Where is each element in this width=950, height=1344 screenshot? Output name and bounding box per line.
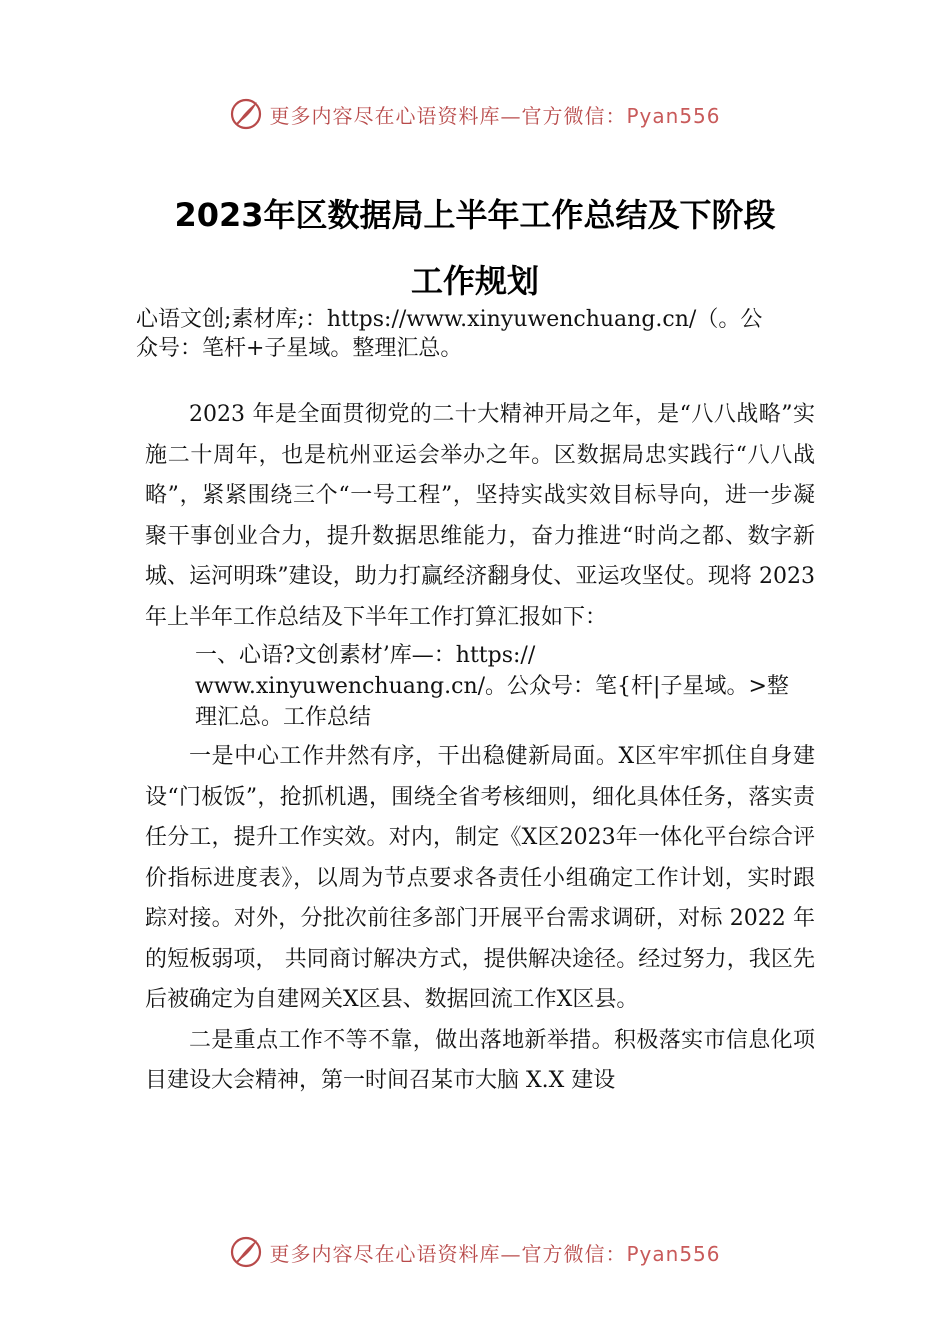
banner-text: 更多内容尽在心语资料库—官方微信：Pyan556 <box>269 103 721 128</box>
section-heading-line: 理汇总。工作总结 <box>195 705 372 730</box>
quill-logo-icon <box>229 97 263 131</box>
source-note-line: 心语文创;素材库;：https://www.xinyuwenchuang.cn/（。公 <box>136 307 763 332</box>
footer-banner <box>0 1232 950 1272</box>
paragraph-point-1: 一是中心工作井然有序，干出稳健新局面。X区牢牢抓住自身建设“门板饭”，抢抓机遇，围绕全省考核细则，细化具体任务，落实责任分工，提升工作实效。对内，制定《X区2023年一体化平台综合评价指标进度表》，以周为节点要求各责任小组确定工作计划，实时跟踪对接。对外，分批次前往多部门开展平台需求调研，对标 2022 年的短板弱项， 共同商讨解决方式，提供解决途径。经过努力，我区先后被确定为自建网关X区县、数据回流工作X区县。 <box>145 744 815 1012</box>
document-title-line-2: 工作规划 <box>410 262 539 300</box>
paragraph-point-2: 二是重点工作不等不靠，做出落地新举措。积极落实市信息化项目建设大会精神，第一时间召某市大脑 X.X 建设 <box>145 1027 815 1093</box>
section-heading <box>145 640 815 733</box>
section-heading-line: www.xinyuwenchuang.cn/。公众号：笔{杆|子星域。>整 <box>195 674 789 699</box>
banner-text: 更多内容尽在心语资料库—官方微信：Pyan556 <box>269 1241 721 1266</box>
source-note-line: 众号：笔杆+子星域。整理汇总。 <box>136 336 463 361</box>
section-heading-line: 一、心语?文创素材’库—：https:// <box>195 643 536 668</box>
quill-logo-icon <box>229 1235 263 1269</box>
source-note <box>136 305 836 363</box>
header-banner <box>0 94 950 134</box>
document-body <box>145 395 815 1102</box>
document-title-line-1: 2023年区数据局上半年工作总结及下阶段 <box>174 196 776 234</box>
paragraph-intro: 2023 年是全面贯彻党的二十大精神开局之年，是“八八战略”实施二十周年，也是杭州亚运会举办之年。区数据局忠实践行“八八战略”，紧紧围绕三个“一号工程”，坚持实战实效目标导向，进一步凝聚干事创业合力，提升数据思维能力，奋力推进“时尚之都、数字新城、运河明珠”建设，助力打赢经济翻身仗、亚运攻坚仗。现将 2023 年上半年工作总结及下半年工作打算汇报如下： <box>145 402 815 630</box>
